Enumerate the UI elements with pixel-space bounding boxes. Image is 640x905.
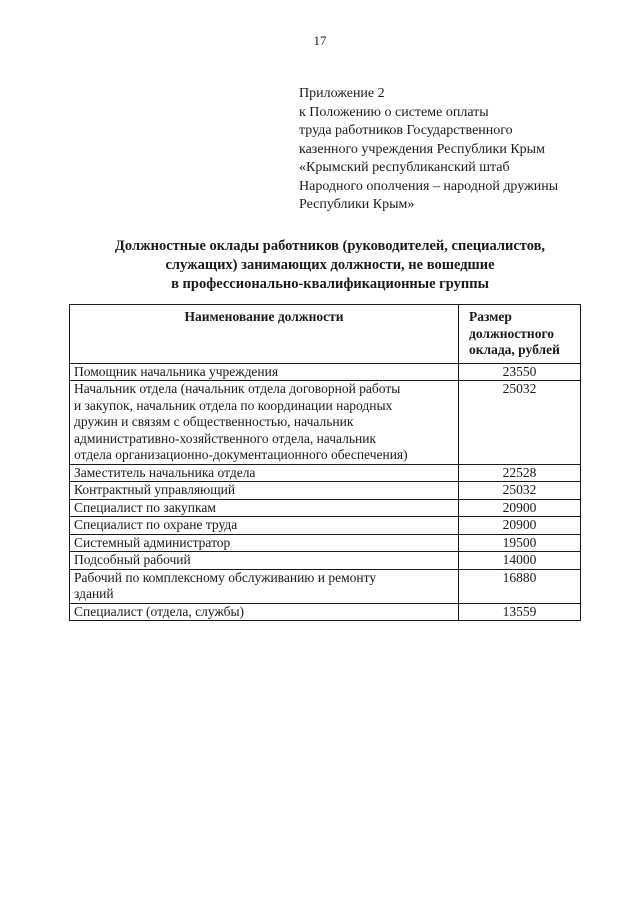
salary-cell: 14000 [459, 552, 581, 570]
table-row [70, 482, 581, 500]
position-text: Подсобный рабочий [74, 552, 191, 567]
appendix-line: Народного ополчения – народной дружины [299, 178, 559, 194]
position-text: дружин и связям с общественностью, начальник [74, 414, 354, 429]
salary-cell: 25032 [459, 482, 581, 500]
salary-cell: 20900 [459, 517, 581, 535]
appendix-note [299, 85, 619, 215]
appendix-line: «Крымский республиканский штаб [299, 160, 510, 175]
position-text: Системный администратор [74, 534, 231, 550]
salary-cell: 13559 [459, 603, 581, 621]
position-cell [70, 534, 459, 552]
table-row [70, 603, 581, 621]
salary-cell: 16880 [459, 569, 581, 603]
table-row [70, 534, 581, 552]
table-row [70, 499, 581, 517]
position-cell [70, 499, 459, 517]
salary-column-header [459, 305, 581, 364]
table-row [70, 464, 581, 482]
position-text: Специалист по охране труда [74, 517, 238, 532]
position-cell [70, 381, 459, 465]
position-cell [70, 482, 459, 500]
position-cell [70, 569, 459, 603]
title-line: служащих) занимающих должности, не вошедшие [165, 257, 495, 273]
position-cell [70, 603, 459, 621]
salary-cell: 20900 [459, 499, 581, 517]
position-text: Специалист по закупкам [74, 499, 216, 515]
salary-cell: 23550 [459, 363, 581, 381]
position-cell [70, 363, 459, 381]
document-title [60, 237, 600, 294]
salary-cell: 19500 [459, 534, 581, 552]
table-row [70, 381, 581, 465]
table-row [70, 552, 581, 570]
salary-cell: 22528 [459, 464, 581, 482]
salary-cell: 25032 [459, 381, 581, 465]
salary-header-line: Размер [469, 309, 512, 324]
appendix-line: труда работников Государственного [299, 123, 513, 138]
position-text: административно-хозяйственного отдела, начальник [74, 430, 377, 446]
position-text: и закупок, начальник отдела по координации народных [74, 397, 393, 413]
position-text: отдела организационно-документационного обеспечения) [74, 447, 408, 462]
position-text: Помощник начальника учреждения [74, 363, 279, 379]
salary-header-line: должностного [469, 325, 554, 341]
title-line: Должностные оклады работников (руководителей, специалистов, [114, 238, 546, 254]
position-text: Рабочий по комплексному обслуживанию и ремонту [74, 569, 377, 585]
salary-table [69, 304, 581, 621]
position-text: Контрактный управляющий [74, 482, 236, 497]
salary-header-line: оклада, рублей [469, 342, 560, 357]
position-text: Начальник отдела (начальник отдела договорной работы [74, 381, 401, 396]
table-header-row [70, 305, 581, 364]
position-text: зданий [74, 586, 114, 601]
position-text: Специалист (отдела, службы) [74, 603, 245, 619]
appendix-line: к Положению о системе оплаты [299, 104, 489, 120]
position-cell [70, 464, 459, 482]
table-row [70, 517, 581, 535]
position-cell [70, 552, 459, 570]
table-row [70, 363, 581, 381]
position-text: Заместитель начальника отдела [74, 464, 256, 480]
position-cell [70, 517, 459, 535]
table-row [70, 569, 581, 603]
position-column-header: Наименование должности [70, 305, 459, 364]
appendix-line: Республики Крым» [299, 197, 415, 212]
page-number: 17 [313, 33, 327, 48]
appendix-line: казенного учреждения Республики Крым [299, 141, 545, 157]
appendix-line: Приложение 2 [299, 86, 385, 101]
title-line: в профессионально-квалификационные группы [171, 276, 489, 292]
